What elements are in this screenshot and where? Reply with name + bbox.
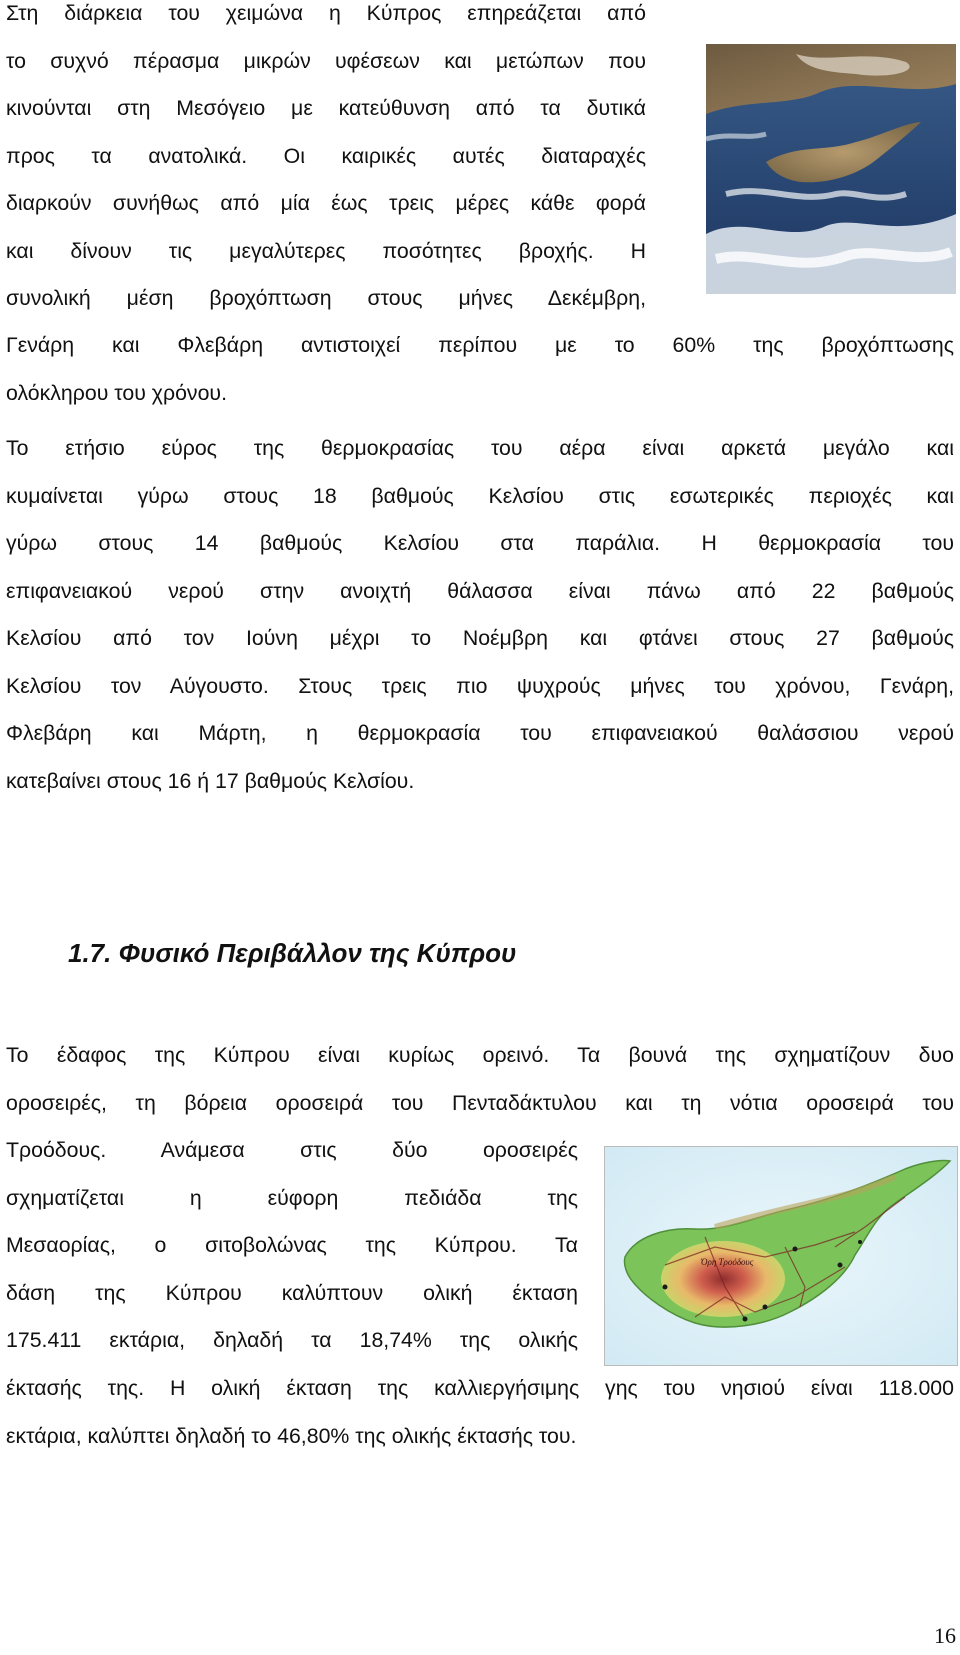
environment-paragraph xyxy=(6,1032,954,1127)
environment-paragraph-wrap xyxy=(6,1127,578,1365)
text-line: Φλεβάρη και Μάρτη, η θερμοκρασία του επιφανειακού θαλάσσιου νερού xyxy=(6,721,954,745)
text-line: Κελσίου από τον Ιούνη μέχρι το Νοέμβρη και φτάνει στους 27 βαθμούς xyxy=(6,626,954,650)
climate-winter-paragraph-cont xyxy=(6,322,954,417)
cyprus-relief-map xyxy=(604,1146,958,1366)
text-line: Κελσίου τον Αύγουστο. Στους τρεις πιο ψυχρούς μήνες του χρόνου, Γενάρη, xyxy=(6,673,954,698)
text-line: Το έδαφος της Κύπρου είναι κυρίως ορεινό. Τα βουνά της σχηματίζουν δυο xyxy=(6,1043,954,1067)
text-line: σχηματίζεται η εύφορη πεδιάδα της xyxy=(6,1185,578,1210)
cyprus-satellite-image xyxy=(706,44,956,294)
text-line: οροσειρές, τη βόρεια οροσειρά του Πενταδάκτυλου και τη νότια οροσειρά του xyxy=(6,1090,954,1115)
section-heading: 1.7. Φυσικό Περιβάλλον της Κύπρου xyxy=(68,938,517,968)
page-number: 16 xyxy=(934,1623,956,1648)
text-line: κυμαίνεται γύρω στους 18 βαθμούς Κελσίου στις εσωτερικές περιοχές και xyxy=(6,483,954,508)
climate-winter-paragraph xyxy=(6,0,646,323)
text-line: το συχνό πέρασμα μικρών υφέσεων και μετώπων που xyxy=(6,48,646,73)
text-line: προς τα ανατολικά. Οι καιρικές αυτές διαταραχές xyxy=(6,143,646,168)
text-line: έκτασής της. Η ολική έκταση της καλλιεργήσιμης γης του νησιού είναι 118.000 xyxy=(6,1376,954,1400)
text-line: κατεβαίνει στους 16 ή 17 βαθμούς Κελσίου. xyxy=(6,768,415,793)
text-line: Το ετήσιο εύρος της θερμοκρασίας του αέρα είναι αρκετά μεγάλο και xyxy=(6,436,954,460)
text-line: και δίνουν τις μεγαλύτερες ποσότητες βροχής. Η xyxy=(6,238,646,263)
text-line: δάση της Κύπρου καλύπτουν ολική έκταση xyxy=(6,1280,578,1305)
map-label: Όρη Τροόδους xyxy=(701,1257,754,1267)
text-line: επιφανειακού νερού στην ανοιχτή θάλασσα είναι πάνω από 22 βαθμούς xyxy=(6,578,954,603)
text-line: Τροόδους. Ανάμεσα στις δύο οροσειρές xyxy=(6,1138,578,1162)
text-line: Μεσαορίας, ο σιτοβολώνας της Κύπρου. Τα xyxy=(6,1233,578,1257)
text-line: γύρω στους 14 βαθμούς Κελσίου στα παράλια. Η θερμοκρασία του xyxy=(6,531,954,555)
text-line: διαρκούν συνήθως από μία έως τρεις μέρες κάθε φορά xyxy=(6,191,646,215)
environment-paragraph-cont xyxy=(6,1365,954,1460)
text-line: 175.411 εκτάρια, δηλαδή τα 18,74% της ολικής xyxy=(6,1328,578,1352)
text-line: ολόκληρου του χρόνου. xyxy=(6,380,227,405)
text-line: Στη διάρκεια του χειμώνα η Κύπρος επηρεάζεται από xyxy=(6,1,646,25)
text-line: Γενάρη και Φλεβάρη αντιστοιχεί περίπου με το 60% της βροχόπτωσης xyxy=(6,333,954,357)
temperature-paragraph xyxy=(6,425,954,805)
text-line: συνολική μέση βροχόπτωση στους μήνες Δεκέμβρη, xyxy=(6,286,646,310)
text-line: εκτάρια, καλύπτει δηλαδή το 46,80% της ολικής έκτασής του. xyxy=(6,1423,577,1448)
text-line: κινούνται στη Μεσόγειο με κατεύθυνση από τα δυτικά xyxy=(6,96,646,120)
